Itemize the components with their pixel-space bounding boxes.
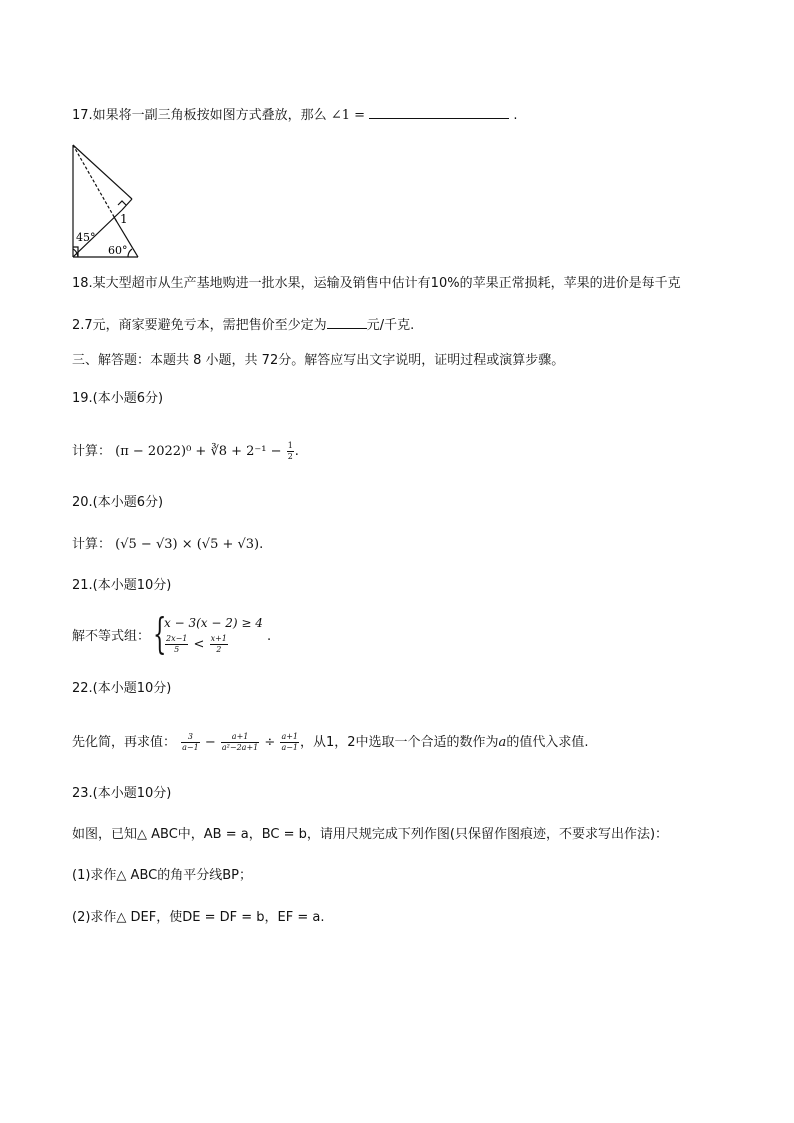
q19-frac-num: 1 [287, 441, 293, 450]
q20-expr: (√5 − √3) × (√5 + √3). [115, 537, 264, 552]
q21-row1 [164, 614, 263, 632]
q22-frac-b-den: a²−2a+1 [221, 743, 259, 752]
q20-line [72, 536, 263, 554]
q18-line1: 18.某大型超市从生产基地购进一批水果，运输及销售中估计有10%的苹果正常损耗，苹果的进价是每千克 [72, 276, 681, 291]
q23-part1: (1)求作△ ABC的角平分线BP； [72, 868, 252, 883]
q18-line2-b: 元/千克. [366, 318, 415, 333]
q23-header: 23.(本小题10分) [72, 786, 172, 801]
q22-frac-c-num: a+1 [281, 732, 298, 741]
q21-frac1-num: 2x−1 [166, 634, 188, 643]
figure-label-1: 1 [120, 212, 128, 226]
figure-short-edge [122, 199, 132, 210]
q22-header: 22.(本小题10分) [72, 681, 172, 696]
q22-var: a [498, 735, 507, 750]
q19-fraction [287, 441, 294, 462]
q18-line2-a: 2.7元，商家要避免亏本，需把售价至少定为 [72, 318, 327, 333]
q19-end: . [294, 444, 299, 459]
q17-end: . [513, 108, 518, 123]
section3-heading: 三、解答题：本题共 8 小题，共 72分。解答应写出文字说明，证明过程或演算步骤。 [72, 353, 565, 368]
figure-label-60: 60° [108, 244, 128, 257]
q19-expr: (π − 2022)⁰ + ∛8 + 2⁻¹ − [115, 444, 282, 459]
q22-frac-b [221, 732, 259, 753]
q21-frac1 [165, 634, 188, 655]
q21-frac1-den: 5 [174, 645, 180, 654]
q19-frac-den: 2 [287, 452, 293, 461]
q17-angle: ∠1 = [330, 108, 366, 123]
q18-line2 [72, 316, 414, 335]
q22-minus: − [204, 735, 216, 750]
q17-line [72, 106, 517, 125]
q21-frac2-num: x+1 [210, 634, 227, 643]
q22-line [72, 732, 588, 753]
figure-hypotenuse-45 [73, 145, 132, 199]
q22-tail-a: ，从1，2中选取一个合适的数作为 [300, 735, 499, 750]
q21-frac2-den: 2 [216, 645, 222, 654]
q19-line [72, 441, 299, 462]
q21-row2 [164, 634, 229, 655]
q22-frac-c [280, 732, 299, 753]
q17-answer-blank [369, 106, 509, 119]
q20-label: 计算： [72, 537, 112, 552]
q23-line1: 如图，已知△ ABC中，AB = a，BC = b，请用尺规完成下列作图(只保留作图痕迹，不要求写出作法)： [72, 827, 669, 842]
q22-frac-b-num: a+1 [221, 732, 259, 743]
q23-part2: (2)求作△ DEF，使DE = DF = b，EF = a. [72, 910, 325, 925]
q17-text: 17.如果将一副三角板按如图方式叠放，那么 [72, 108, 327, 123]
figure-label-45: 45° [76, 231, 96, 244]
q19-label: 计算： [72, 444, 112, 459]
q20-header: 20.(本小题6分) [72, 495, 164, 510]
q22-tail-b: 的值代入求值. [506, 735, 589, 750]
q18-answer-blank [327, 316, 367, 329]
q22-frac-c-den: a−1 [281, 743, 298, 752]
q22-frac-a [181, 732, 200, 753]
q21-label: 解不等式组： [72, 629, 151, 644]
triangle-figure [70, 143, 146, 261]
q22-label: 先化简，再求值： [72, 735, 177, 750]
q21-frac2 [210, 634, 228, 655]
q21-end: . [267, 629, 272, 644]
figure-dashed-line [73, 145, 117, 222]
figure-60-arc [128, 249, 132, 257]
q21-lt: < [193, 637, 205, 652]
figure-right-angle-mark [118, 201, 126, 205]
q22-frac-a-den: a−1 [182, 743, 199, 752]
q22-frac-a-num: 3 [181, 732, 200, 743]
q21-brace: { [153, 609, 167, 658]
q21-header: 21.(本小题10分) [72, 578, 172, 593]
q19-header: 19.(本小题6分) [72, 391, 164, 406]
q22-div: ÷ [264, 735, 276, 750]
q21-row1-text: x − 3(x − 2) ≥ 4 [164, 616, 263, 630]
